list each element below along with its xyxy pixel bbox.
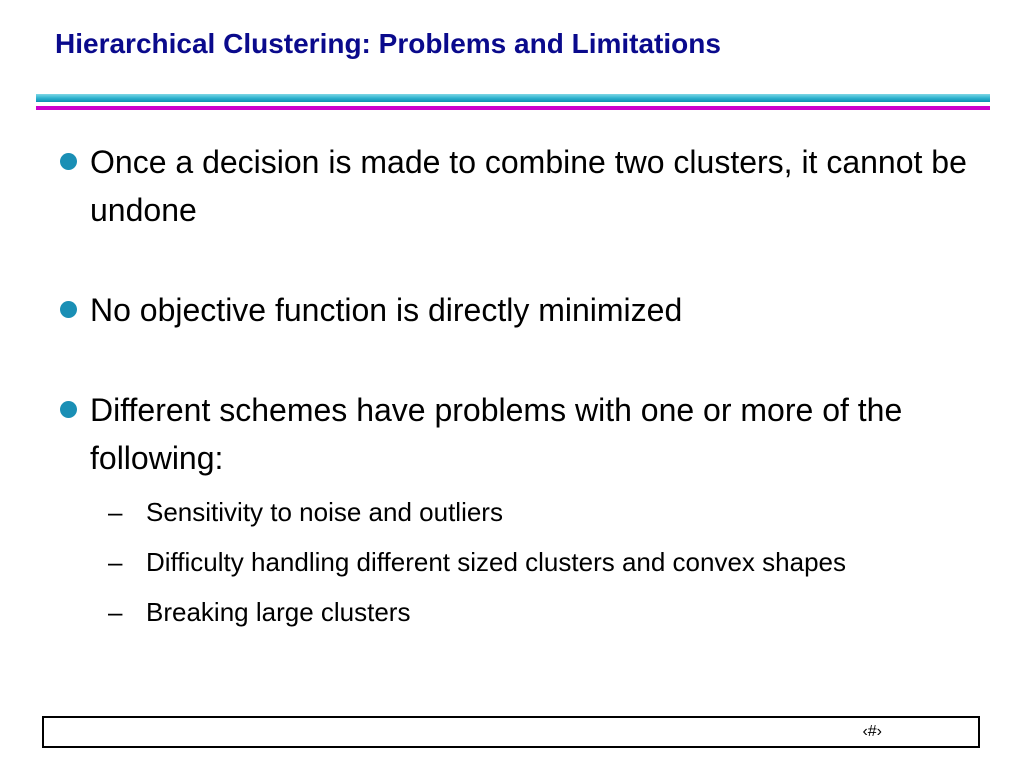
dash-icon: –	[108, 497, 123, 527]
bullet-list	[56, 138, 986, 642]
dash-icon: –	[108, 547, 123, 577]
title-rule-cyan	[36, 94, 990, 102]
bullet-icon	[60, 153, 77, 170]
title-rule-magenta	[36, 106, 990, 110]
bullet-text: Different schemes have problems with one or more of the following:	[90, 392, 903, 476]
sub-bullet-item	[90, 542, 986, 582]
bullet-item	[56, 286, 986, 334]
sub-bullet-item	[90, 492, 986, 532]
sub-bullet-list	[90, 492, 986, 632]
bullet-icon	[60, 301, 77, 318]
footer-box	[42, 716, 980, 748]
bullet-item	[56, 386, 986, 632]
slide-title: Hierarchical Clustering: Problems and Limitations	[55, 28, 721, 59]
sub-bullet-text: Difficulty handling different sized clusters and convex shapes	[146, 547, 846, 577]
sub-bullet-text: Sensitivity to noise and outliers	[146, 497, 503, 527]
dash-icon: –	[108, 597, 123, 627]
bullet-text: No objective function is directly minimized	[90, 292, 683, 328]
sub-bullet-text: Breaking large clusters	[146, 597, 411, 627]
bullet-item	[56, 138, 986, 234]
bullet-icon	[60, 401, 77, 418]
slide-number: ‹#›	[862, 723, 882, 740]
sub-bullet-item	[90, 592, 986, 632]
bullet-text: Once a decision is made to combine two clusters, it cannot be undone	[90, 144, 967, 228]
